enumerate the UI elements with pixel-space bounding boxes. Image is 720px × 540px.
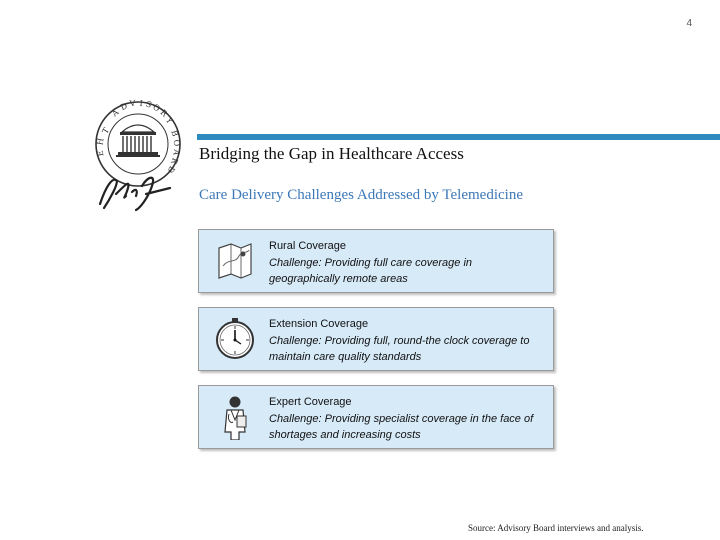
page-number: 4 [686, 18, 692, 29]
svg-text:O: O [151, 102, 162, 114]
card-heading: Rural Coverage [269, 240, 347, 252]
svg-text:R: R [158, 107, 170, 119]
card-heading: Extension Coverage [269, 318, 369, 330]
challenge-card-expert [198, 385, 554, 449]
card-description: Challenge: Providing full, round-the clock coverage to maintain care quality standards [269, 334, 530, 363]
page-subtitle: Care Delivery Challenges Addressed by Telemedicine [199, 187, 523, 203]
svg-text:B: B [169, 129, 180, 138]
svg-text:A: A [110, 107, 121, 119]
challenge-card-rural [198, 229, 554, 293]
challenge-card-extension [198, 307, 554, 371]
title-accent-bar [197, 134, 720, 140]
doctor-icon [213, 394, 257, 440]
svg-text:T: T [100, 126, 112, 136]
svg-text:S: S [144, 99, 153, 110]
card-description: Challenge: Providing specialist coverage in the face of shortages and increasing costs [269, 412, 534, 441]
card-heading: Expert Coverage [269, 396, 352, 408]
svg-text:O: O [171, 139, 182, 147]
svg-text:V: V [129, 98, 137, 109]
page-title: Bridging the Gap in Healthcare Access [199, 144, 464, 163]
card-description: Challenge: Providing full care coverage in geographically remote areas [269, 256, 473, 285]
advisory-board-logo [86, 96, 190, 216]
svg-text:E: E [95, 149, 106, 158]
svg-text:H: H [95, 137, 106, 146]
svg-text:I: I [139, 98, 144, 109]
svg-text:D: D [119, 101, 129, 113]
map-icon [213, 238, 257, 284]
svg-text:D: D [165, 164, 177, 175]
source-note: Source: Advisory Board interviews and analysis. [468, 523, 644, 533]
svg-text:A: A [171, 148, 182, 157]
svg-text:Y: Y [163, 116, 175, 126]
clock-icon [213, 316, 257, 362]
svg-text:R: R [169, 156, 180, 166]
